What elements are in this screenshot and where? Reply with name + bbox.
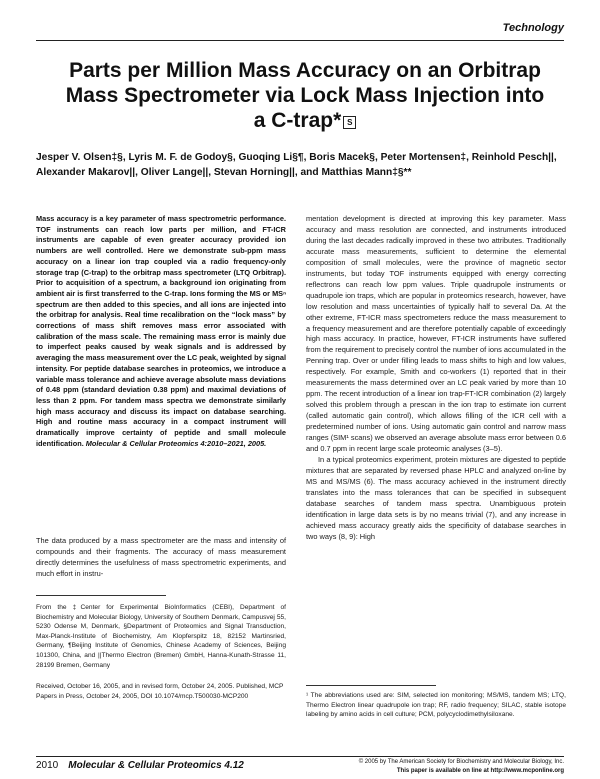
supplemental-material-icon[interactable]: S [343,116,356,129]
abstract-citation: Molecular & Cellular Proteomics 4:2010–2021, 2005. [85,438,267,448]
footer-right [359,758,564,775]
availability-notice: This paper is available on line at http://www.mcponline.org [396,767,564,774]
article-title-text: Parts per Million Mass Accuracy on an Orbitrap Mass Spectrometer via Lock Mass Injection into a C-trap* [65,59,545,132]
affiliations: From the ‡Center for Experimental BioInformatics (CEBI), Department of Biochemistry and Molecular Biology, University of Southern Denmark, Campusvej 55, 5230 Odense M, Denmark, §Department of Proteomics and Signal Transduction, Max-Planck-Institute of Biochemistry, Am Klopferspitz 18, 82152 Martinsried, Germany, ¶Beijing Institute of Genomics, Chinese Academy of Sciences, Beijing 101300, China, and ||Thermo Electron (Bremen) GmbH, Hanna-Kunath-Strasse 11, 28199 Bremen, Germany [36,604,286,669]
abbreviations-footnote: ¹ The abbreviations used are: SIM, selected ion monitoring; MS/MS, tandem MS; LTQ, Thermo Electron linear quadrupole ion trap; RF, radio frequency; SILAC, stable isotope labeling by amino acids in cell culture; PCM, polycyclodimethylsiloxane. [306,692,566,719]
intro-paragraph-2: In a typical proteomics experiment, protein mixtures are digested to peptide mixtures that are separated by reversed phase HPLC and analyzed on-line by MS and MS/MS (6). The mass accuracy achieved in the instrument directly translates into the mass tolerances that can be specified in subsequent database searches of tandem mass spectra. Unambiguous protein identification in large data sets is by no means trivial (7), and any increase in achieved mass accuracy greatly aids the specificity of database searches in two ways (8, 9): High [306,454,566,541]
article-title [60,58,550,133]
abstract-text: Mass accuracy is a key parameter of mass spectrometric performance. TOF instruments can reach low parts per million, and FT-ICR instruments are capable of even greater accuracy provided ion numbers are well controlled. Here we demonstrate sub-ppm mass accuracy on a linear ion trap coupled via a radio frequency-only storage trap (C-trap) to the orbitrap mass spectrometer (LTQ Orbitrap). Prior to acquisition of a spectrum, a background ion originating from ambient air is first transferred to the C-trap. Ions forming the MS or MSⁿ spectrum are then added to this species, and all ions are injected into the orbitrap for analysis. Real time recalibration on the “lock mass” by corrections of mass shift removes mass error associated with calibration of the mass scale. The remaining mass error is mainly due to imperfect peaks caused by weak signals and is addressed by averaging the mass measurement over the LC peak, weighted by signal intensity. For peptide database searches in proteomics, we introduce a variable mass tolerance and achieve average absolute mass deviations of 0.48 ppm (standard deviation 0.38 ppm) and maximal deviations of less than 2 ppm. For tandem mass spectra we demonstrate similarly high mass accuracy and discuss its impact on database searching. High and routine mass accuracy in a compact instrument will dramatically improve certainty of peptide and small molecule identification. [36,214,286,448]
header-rule [36,40,564,41]
abbreviations-rule [306,685,436,686]
intro-paragraph-1: mentation development is directed at improving this key parameter. Mass accuracy and mass resolution are connected, and instruments introduced during the last decades radically improved in these two attributes. Traditionally accurate mass measurements, sufficient to determine the elemental composition of small molecules, were the province of magnetic sector instruments, but today TOF instruments equipped with energy correcting reflectrons can reach low ppm values. Triple quadrupole instruments or quadrupole ion traps, which are popular in proteomics research, however, have low resolution and mass uncertainties of typically half to several Da. At the other extreme, FT-ICR mass spectrometers reduce the mass measurement to a frequency measurement and are therefore potentially capable of exceedingly high mass accuracy. In practice, however, FT-ICR instruments have suffered from the requirement to precisely control the number of ions accumulated in the Penning trap. Over or under filling leads to mass shifts to high and low values, respectively. For example, Smith and co-workers (1) reported that in their measurements the mass determined over an LC peak varied by more than 10 ppm. The recent introduction of a linear ion trap-FT-ICR combination (2) largely solved this problem through a prescan in the ion trap to estimate ion current (called automatic gain control), which allows filling of the ICR cell with a predetermined number of ions. Using automatic gain control and narrow mass ranges (SIM¹ scans) we observed an average absolute mass error between 0.6 and 0.7 ppm in recent large scale proteomic analyses (3–5). [306,214,566,454]
footer-left [36,760,244,771]
section-label: Technology [502,22,564,34]
introduction-right [306,214,566,543]
footer-rule [36,756,564,757]
received-dates: Received, October 16, 2005, and in revised form, October 24, 2005. Published, MCP Papers in Press, October 24, 2005, DOI 10.1074/mcp.T500030-MCP200 [36,683,284,700]
abstract [36,214,286,449]
introduction-left: The data produced by a mass spectrometer are the mass and intensity of compounds and their fragments. The accuracy of mass measurement directly determines the usefulness of mass spectrometric experiments, and much effort in instru- [36,536,286,578]
journal-name: Molecular & Cellular Proteomics 4.12 [68,760,244,771]
copyright-notice: © 2005 by The American Society for Biochemistry and Molecular Biology, Inc. [358,759,564,765]
page-number: 2010 [36,760,59,771]
affiliation-rule [36,595,166,596]
author-list: Jesper V. Olsen‡§, Lyris M. F. de Godoy§, Guoqing Li§¶, Boris Macek§, Peter Mortensen‡, Reinhold Pesch||, Alexander Makarov||, Oliver Lange||, Stevan Horning||, and Matthias Mann‡§** [36,152,557,178]
